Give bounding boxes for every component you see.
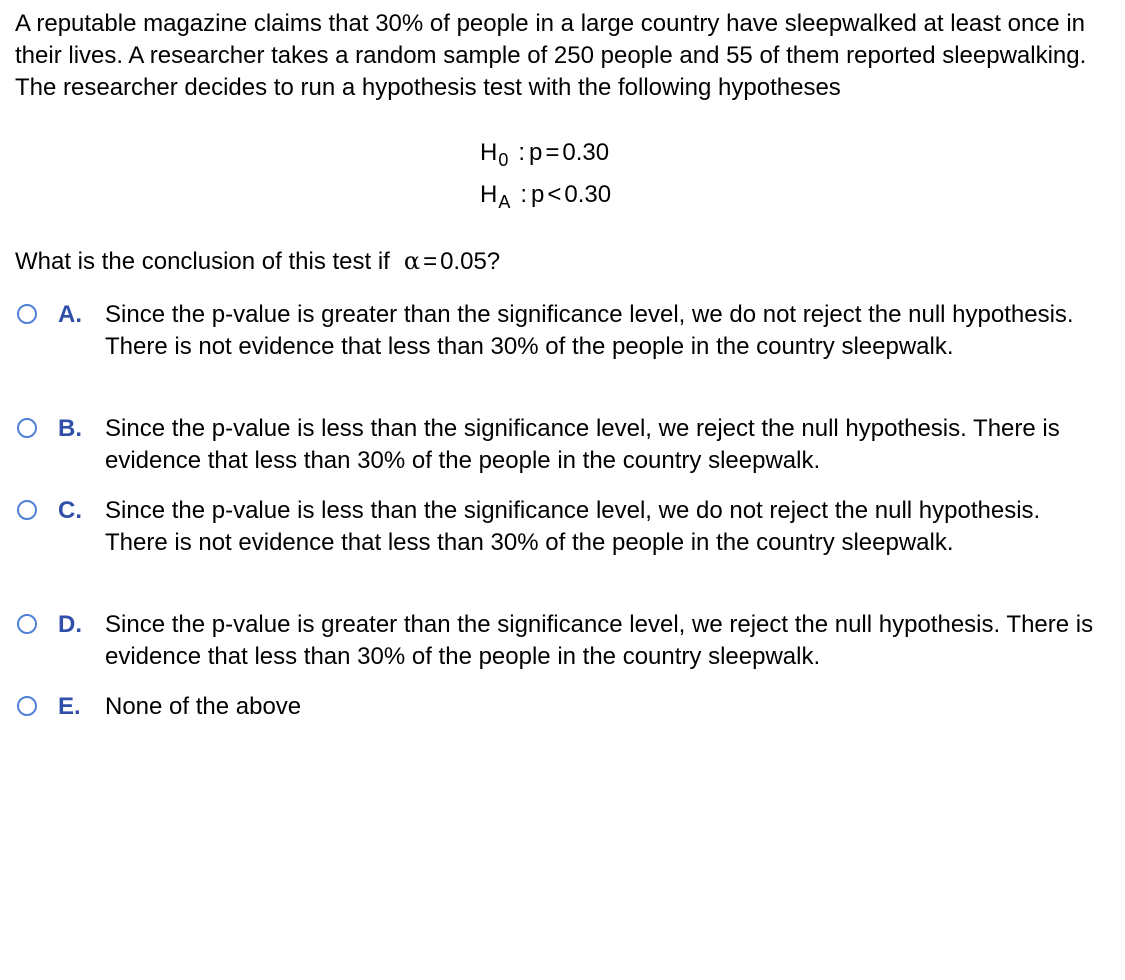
question-prompt [15,245,500,278]
null-hypothesis-param: p [529,139,543,166]
alt-hypothesis-param: p [531,181,545,208]
option-letter-e: E. [58,693,81,720]
null-hypothesis-subscript: 0 [498,150,509,170]
option-text-c[interactable]: Since the p-value is less than the significance level, we do not reject the null hypothesis. There is not evidence that less than 30% of the people in the country sleepwalk. [105,497,1041,556]
option-text-b[interactable]: Since the p-value is less than the significance level, we reject the null hypothesis. There is evidence that less than 30% of the people in the country sleepwalk. [105,415,1060,474]
option-text-d[interactable]: Since the p-value is greater than the significance level, we reject the null hypothesis. There is evidence that less than 30% of the people in the country sleepwalk. [105,611,1094,670]
option-letter-a: A. [58,301,82,328]
question-stem: A reputable magazine claims that 30% of people in a large country have sleepwalked at least once in their lives. A researcher takes a random sample of 250 people and 55 of them reported sleepwalking. The researcher decides to run a hypothesis test with the following hypotheses [15,10,1087,101]
alt-hypothesis-colon: : [520,181,528,208]
option-letter-b: B. [58,415,82,442]
alt-hypothesis-symbol: H [480,181,498,208]
radio-button-b[interactable] [17,418,37,438]
prompt-text: What is the conclusion of this test if [15,248,390,275]
null-hypothesis-value: 0.30 [562,139,610,166]
radio-button-e[interactable] [17,696,37,716]
radio-button-d[interactable] [17,614,37,634]
alt-hypothesis-operator: < [547,181,562,208]
option-text-e[interactable]: None of the above [105,693,302,720]
null-hypothesis-operator: = [545,139,560,166]
alt-hypothesis-value: 0.30 [564,181,612,208]
null-hypothesis-symbol: H [480,139,498,166]
null-hypothesis [480,137,609,170]
alt-hypothesis-subscript: A [498,192,511,212]
option-letter-c: C. [58,497,82,524]
radio-button-a[interactable] [17,304,37,324]
alpha-symbol: α [403,247,421,275]
alpha-value: 0.05? [440,248,501,275]
alt-hypothesis [480,179,611,212]
alpha-operator: = [423,248,438,275]
option-letter-d: D. [58,611,82,638]
radio-button-c[interactable] [17,500,37,520]
option-text-a[interactable]: Since the p-value is greater than the significance level, we do not reject the null hypothesis. There is not evidence that less than 30% of the people in the country sleepwalk. [105,301,1074,360]
null-hypothesis-colon: : [518,139,526,166]
